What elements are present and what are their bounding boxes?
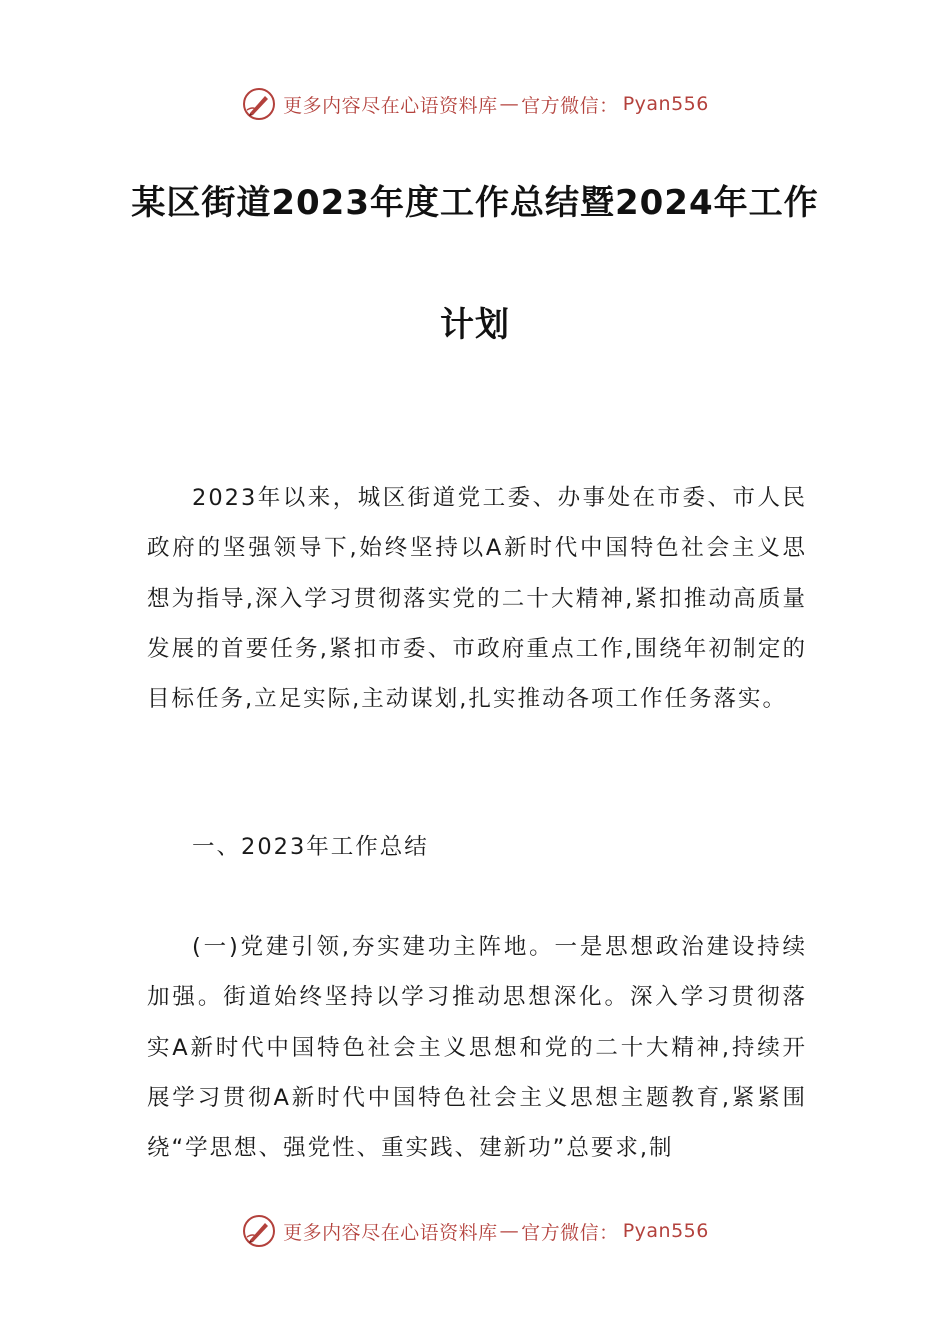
document-title-line2: 计划 — [440, 305, 510, 345]
watermark-text: 更多内容尽在心语资料库 — [283, 94, 498, 117]
watermark-contact-id: Pyan556 — [622, 93, 709, 115]
watermark-text: 更多内容尽在心语资料库 — [283, 1221, 498, 1244]
pen-logo-icon — [241, 86, 277, 122]
section-heading: 一、2023年工作总结 — [192, 834, 429, 860]
header-watermark — [0, 84, 950, 124]
watermark-separator: — — [499, 93, 520, 115]
section1-paragraph: (一)党建引领,夯实建功主阵地。一是思想政治建设持续加强。街道始终坚持以学习推动思想深化。深入学习贯彻落实A新时代中国特色社会主义思想和党的二十大精神,持续开展学习贯彻A新时代中国特色社会主义思想主题教育,紧紧围绕“学思想、强党性、重实践、建新功”总要求,制 — [147, 934, 807, 1162]
watermark-separator: — — [499, 1220, 520, 1242]
document-title-line1: 某区街道2023年度工作总结暨2024年工作 — [131, 183, 819, 223]
intro-paragraph: 2023年以来，城区街道党工委、办事处在市委、市人民政府的坚强领导下,始终坚持以A新时代中国特色社会主义思想为指导,深入学习贯彻落实党的二十大精神,紧扣推动高质量发展的首要任务,紧扣市委、市政府重点工作,围绕年初制定的目标任务,立足实际,主动谋划,扎实推动各项工作任务落实。 — [147, 485, 807, 713]
pen-logo-icon — [241, 1213, 277, 1249]
watermark-contact-label: 官方微信： — [521, 1221, 619, 1244]
footer-watermark — [0, 1211, 950, 1251]
watermark-contact-id: Pyan556 — [622, 1220, 709, 1242]
watermark-contact-label: 官方微信： — [521, 94, 619, 117]
